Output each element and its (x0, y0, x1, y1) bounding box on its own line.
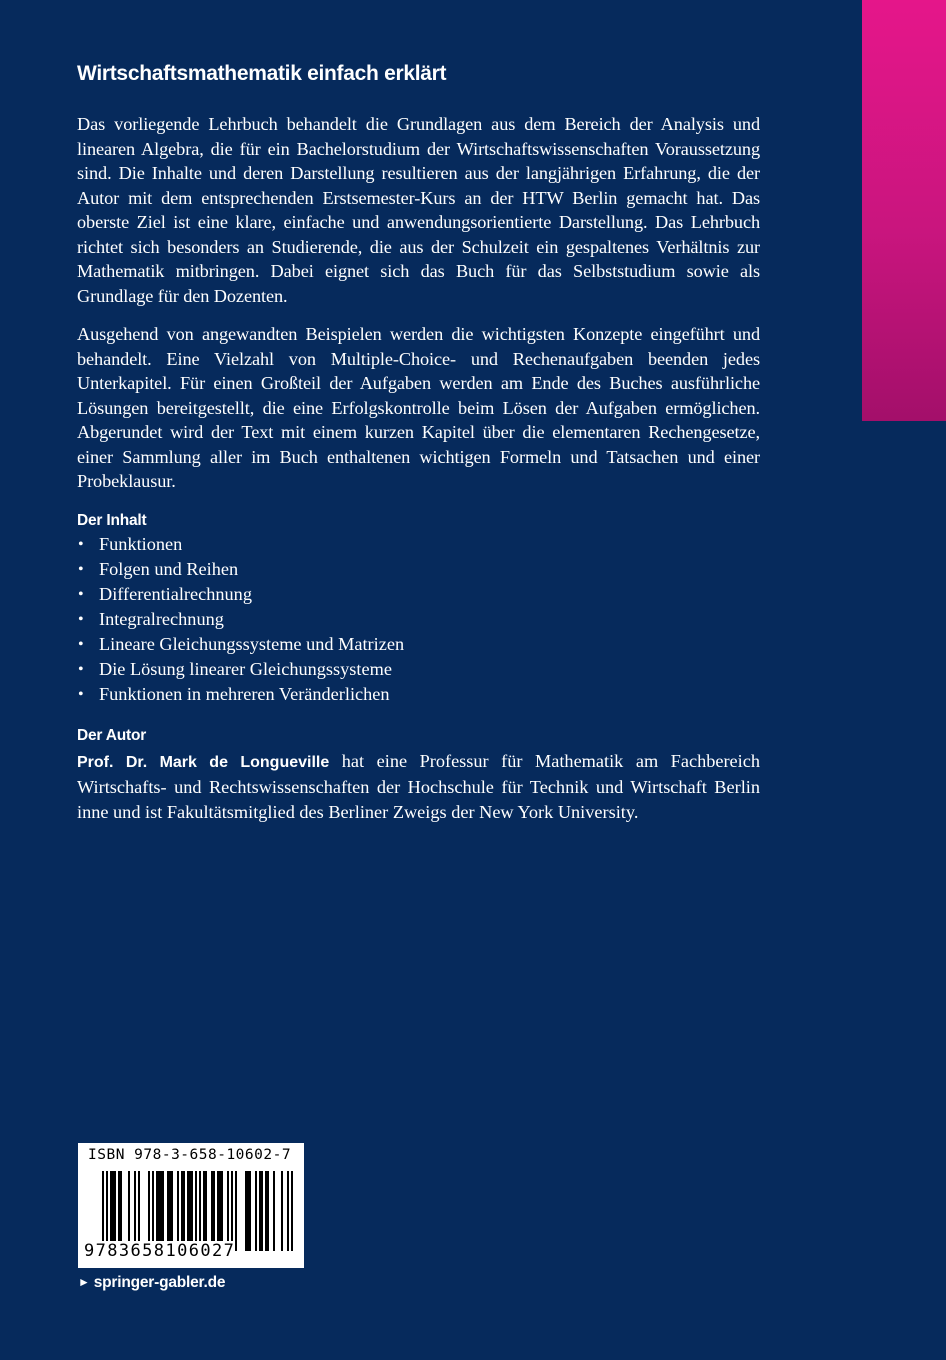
barcode-bar (291, 1171, 293, 1251)
barcode-bars (102, 1171, 294, 1251)
bullet-icon: • (78, 535, 84, 553)
list-item (77, 582, 760, 607)
description-paragraph-2: Ausgehend von angewandten Beispielen werden die wichtigsten Konzepte eingeführt und behandelt. Eine Vielzahl von Multiple-Choice- und Rechenaufgaben beenden jedes Unterkapitel. Für einen Großteil der Aufgaben werden am Ende des Buches ausführliche Lösungen bereitgestellt, die eine Erfolgskontrolle beim Lösen der Aufgaben ermöglichen. Abgerundet wird der Text mit einem kurzen Kapitel über die elementaren Rechengesetze, einer Sammlung aller im Buch enthaltenen wichtigen Formeln und Tatsachen und einer Probeklausur. (77, 324, 760, 491)
list-item-label: Lineare Gleichungssysteme und Matrizen (99, 633, 405, 654)
bullet-icon: • (78, 585, 84, 603)
list-item (77, 607, 760, 632)
ean-digits: 9783658106027 (84, 1241, 236, 1261)
isbn-barcode (78, 1143, 304, 1268)
contents-heading: Der Inhalt (77, 511, 147, 529)
author-heading: Der Autor (77, 726, 147, 744)
bullet-icon: • (78, 560, 84, 578)
list-item (77, 557, 760, 582)
publisher-website[interactable]: springer-gabler.de (93, 1274, 226, 1291)
magenta-accent-tab (862, 0, 946, 421)
list-item (77, 657, 760, 682)
bullet-icon: • (78, 635, 84, 653)
author-bio-text: hat eine Professur für Mathematik am Fachbereich Wirtschafts- und Rechtswissenschaften der Hochschule für Technik und Wirtschaft Berlin inne und ist Fakultätsmitglied des Berliner Zweigs der New York University. (77, 750, 760, 822)
contents-list (77, 532, 760, 707)
list-item (77, 632, 760, 657)
list-item (77, 532, 760, 557)
bullet-icon: • (78, 660, 84, 678)
list-item-label: Die Lösung linearer Gleichungssysteme (99, 658, 392, 679)
play-arrow-icon: ► (78, 1275, 90, 1289)
list-item-label: Integralrechnung (99, 608, 224, 629)
list-item (77, 682, 760, 707)
isbn-label: ISBN 978-3-658-10602-7 (88, 1147, 292, 1163)
list-item-label: Folgen und Reihen (99, 558, 239, 579)
back-cover-text (77, 62, 760, 825)
list-item-label: Funktionen in mehreren Veränderlichen (99, 683, 390, 704)
list-item-label: Differentialrechnung (99, 583, 252, 604)
description-paragraph-1: Das vorliegende Lehrbuch behandelt die Grundlagen aus dem Bereich der Analysis und linearen Algebra, die für ein Bachelorstudium der Wirtschaftswissenschaften Voraussetzung sind. Die Inhalte und deren Darstellung resultieren aus der langjährigen Erfahrung, die der Autor mit dem entsprechenden Erstsemester-Kurs an der HTW Berlin gemacht hat. Das oberste Ziel ist eine klare, einfache und anwendungsorientierte Darstellung. Das Lehrbuch richtet sich besonders an Studierende, die aus der Schulzeit ein gespaltenes Verhältnis zur Mathematik mitbringen. Dabei eignet sich das Buch für das Selbststudium sowie als Grundlage für den Dozenten. (77, 114, 760, 306)
author-bio (77, 749, 760, 825)
list-item-label: Funktionen (99, 533, 183, 554)
book-title: Wirtschaftsmathematik einfach erklärt (77, 62, 447, 85)
author-name: Prof. Dr. Mark de Longueville (77, 753, 330, 771)
bullet-icon: • (78, 685, 84, 703)
publisher-link[interactable] (78, 1274, 225, 1292)
bullet-icon: • (78, 610, 84, 628)
